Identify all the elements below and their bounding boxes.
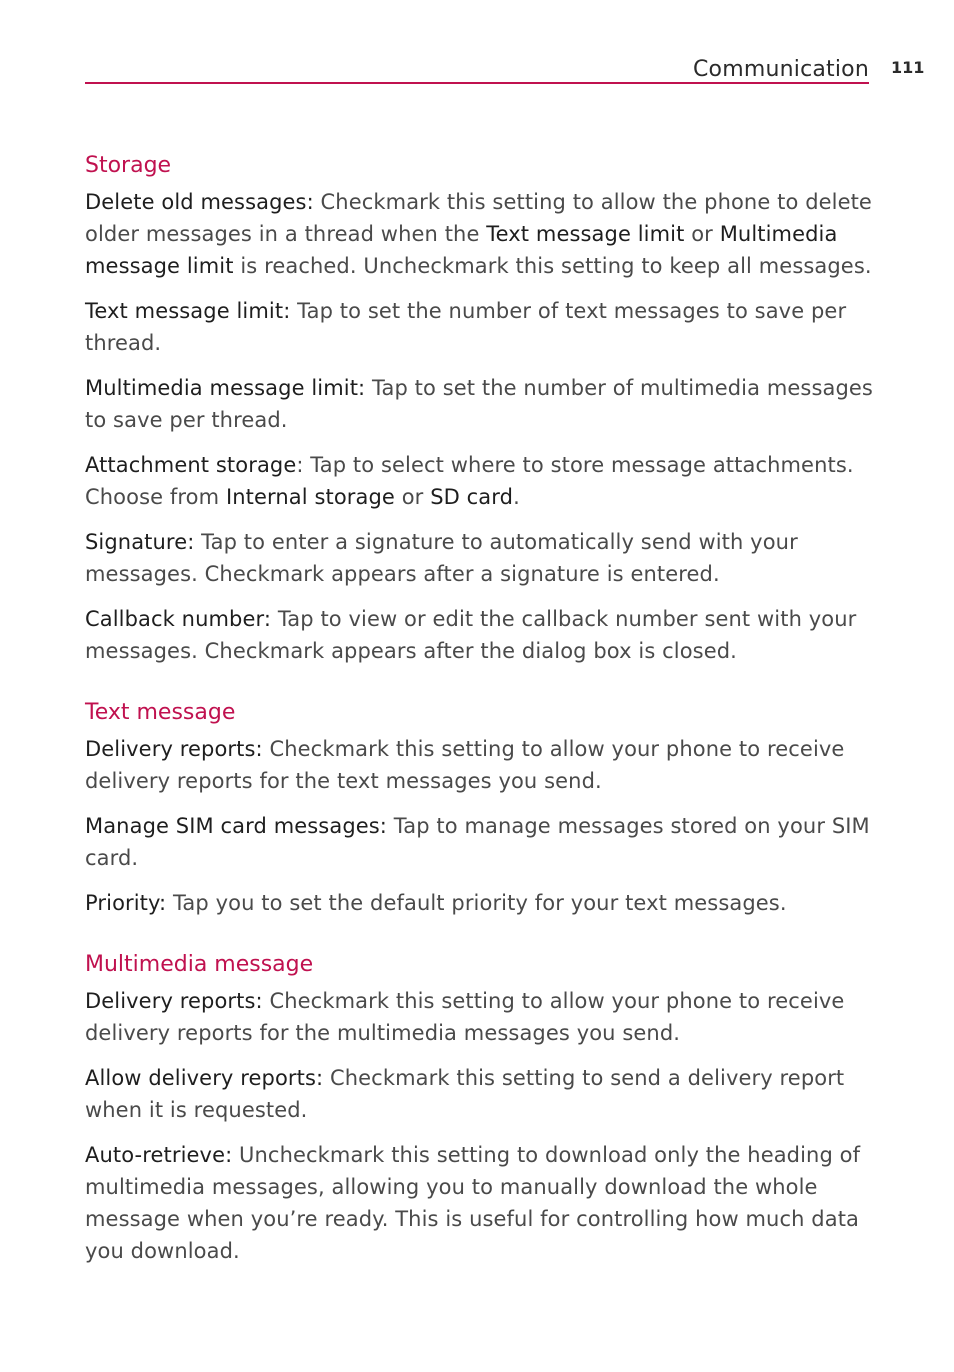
- entry-term: Auto-retrieve:: [85, 1143, 233, 1167]
- entry-text: Tap to set the number of text messages to save per thread.: [85, 299, 847, 355]
- entry-text: .: [513, 485, 520, 509]
- entry-callback-number: [85, 603, 875, 667]
- entry-term: Manage SIM card messages:: [85, 814, 387, 838]
- entry-term: Multimedia message limit:: [85, 376, 366, 400]
- entry-text-message-limit: [85, 295, 875, 359]
- entry-term: Signature:: [85, 530, 195, 554]
- entry-term: Delete old messages:: [85, 190, 314, 214]
- entry-text: is reached. Uncheckmark this setting to keep all messages.: [233, 254, 872, 278]
- entry-multimedia-message-limit: [85, 372, 875, 436]
- page-number: 111: [891, 58, 925, 77]
- section-title-text-message: Text message: [85, 700, 236, 725]
- entry-term-inline: SD card: [430, 485, 514, 509]
- entry-allow-delivery-reports: [85, 1062, 875, 1126]
- entry-term: Callback number:: [85, 607, 272, 631]
- entry-text: Checkmark this setting to send a delivery report when it is requested.: [85, 1066, 845, 1122]
- section-title-multimedia-message: Multimedia message: [85, 952, 314, 977]
- entry-attachment-storage: [85, 449, 875, 513]
- entry-text: Tap you to set the default priority for your text messages.: [166, 891, 787, 915]
- entry-text: Tap to set the number of multimedia messages to save per thread.: [85, 376, 873, 432]
- entry-delete-old-messages: [85, 186, 875, 282]
- entry-text: : Tap to select where to store message attachments. Choose from: [85, 453, 854, 509]
- document-content: [85, 150, 875, 1280]
- entry-term-inline: Text message limit: [486, 222, 685, 246]
- entry-text: Tap to enter a signature to automatically send with your messages. Checkmark appears after a signature is entered.: [85, 530, 798, 586]
- entry-text: Tap to manage messages stored on your SIM card.: [85, 814, 870, 870]
- entry-priority: [85, 887, 875, 919]
- entry-auto-retrieve: [85, 1139, 875, 1267]
- entry-text: Checkmark this setting to allow your phone to receive delivery reports for the multimedia messages you send.: [85, 989, 845, 1045]
- entry-term: Priority:: [85, 891, 167, 915]
- entry-term: Allow delivery reports:: [85, 1066, 324, 1090]
- entry-term-inline: Internal storage: [225, 485, 395, 509]
- entry-text: Checkmark this setting to allow the phone to delete older messages in a thread when the: [85, 190, 872, 246]
- header-title: Communication: [692, 57, 869, 82]
- entry-term: Delivery reports:: [85, 989, 263, 1013]
- entry-term: Delivery reports:: [85, 737, 263, 761]
- entry-text: Tap to view or edit the callback number sent with your messages. Checkmark appears after the dialog box is closed.: [85, 607, 857, 663]
- entry-manage-sim-card-messages: [85, 810, 875, 874]
- entry-delivery-reports-text: [85, 733, 875, 797]
- entry-text: or: [394, 485, 431, 509]
- entry-term: Attachment storage: [85, 453, 297, 477]
- entry-term: Text message limit:: [85, 299, 291, 323]
- entry-term-inline: Multimedia message limit: [85, 222, 838, 278]
- page-header: [85, 52, 869, 84]
- entry-signature: [85, 526, 875, 590]
- entry-text: or: [684, 222, 720, 246]
- entry-text: Uncheckmark this setting to download only the heading of multimedia messages, allowing you to manually download the whole message when you’re ready. This is useful for controlling how much data you download.: [85, 1143, 861, 1263]
- section-title-storage: Storage: [85, 153, 172, 178]
- entry-delivery-reports-multimedia: [85, 985, 875, 1049]
- entry-text: Checkmark this setting to allow your phone to receive delivery reports for the text messages you send.: [85, 737, 845, 793]
